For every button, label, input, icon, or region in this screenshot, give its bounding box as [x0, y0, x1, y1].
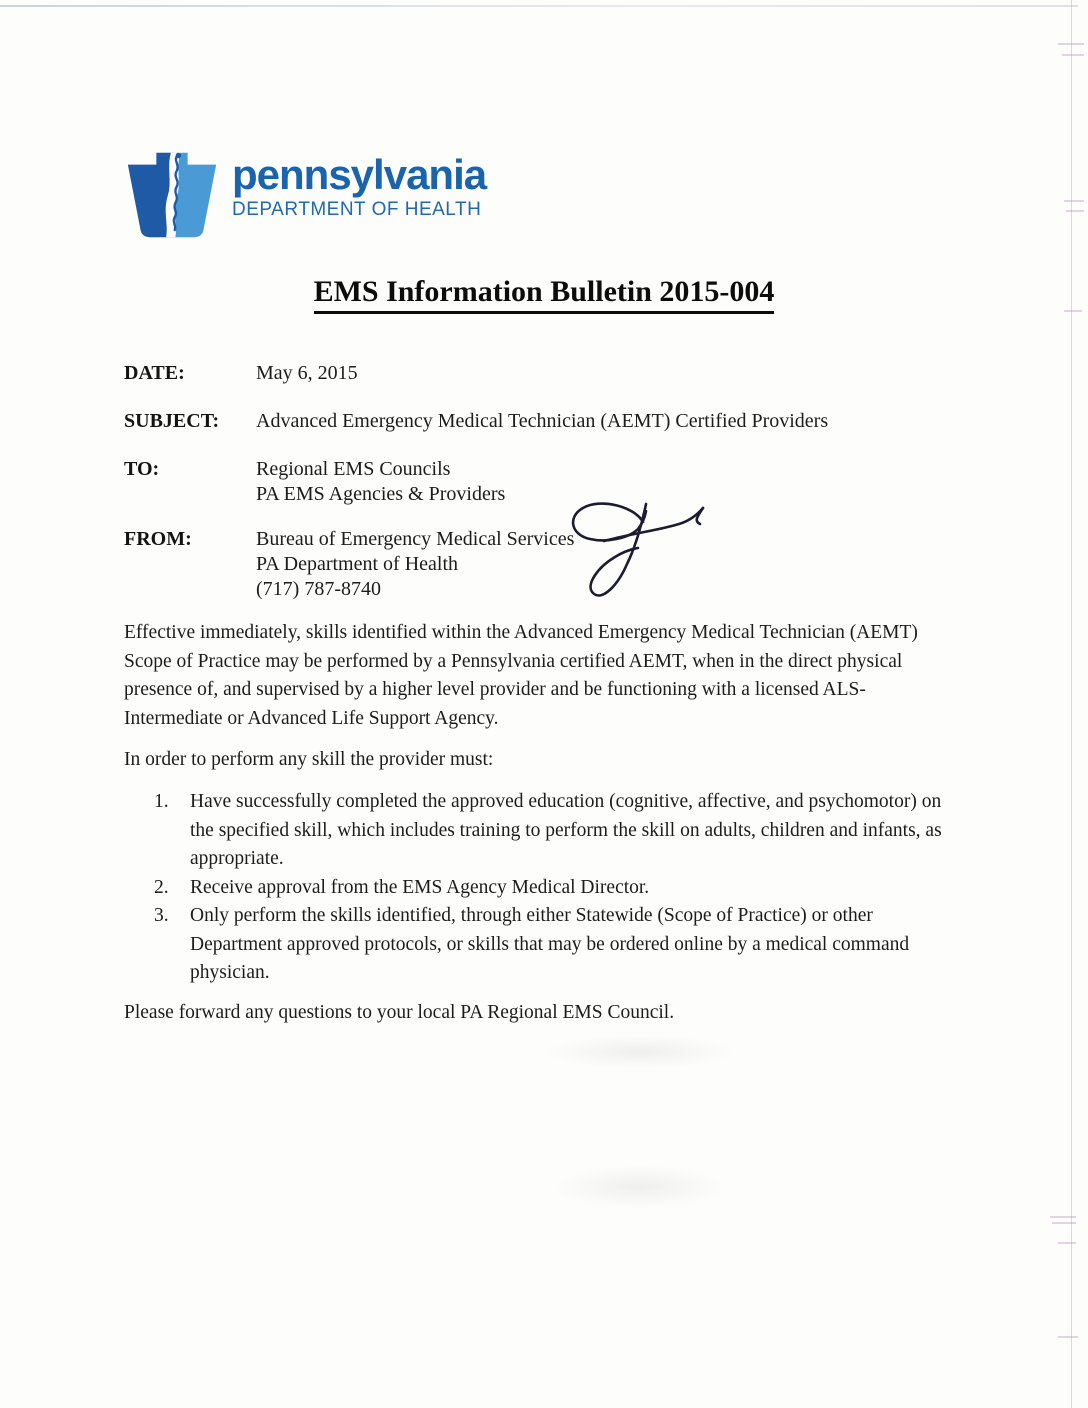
list-item	[124, 902, 942, 988]
list-item-text: Have successfully completed the approved education (cognitive, affective, and psychomotor) on the specified skill, which includes training to perform the skill on adults, children and infants, as appropriate.	[190, 791, 942, 869]
scan-artifact-smudge	[555, 1165, 725, 1209]
subject-label: SUBJECT:	[124, 410, 220, 432]
list-item-number: 2.	[154, 876, 169, 898]
scan-artifact-top-line	[0, 5, 1078, 7]
scan-artifact-tick	[1058, 43, 1084, 45]
memo-row-to	[124, 457, 954, 507]
numbered-list	[124, 788, 942, 988]
list-item	[124, 788, 942, 874]
subject-value: Advanced Emergency Medical Technician (AEMT) Certified Providers	[256, 410, 829, 432]
memo-row-from	[124, 527, 954, 602]
pa-doh-logo	[126, 148, 486, 242]
scan-artifact-smudge	[545, 1035, 735, 1069]
memo-row-date	[124, 361, 954, 386]
list-item-text: Receive approval from the EMS Agency Medical Director.	[190, 876, 650, 898]
date-value: May 6, 2015	[256, 362, 358, 384]
memo-header	[124, 361, 954, 625]
to-value	[256, 457, 505, 507]
scan-artifact-tick	[1050, 1216, 1076, 1218]
from-line: (717) 787-8740	[256, 578, 381, 600]
to-label: TO:	[124, 458, 160, 480]
list-item-text: Only perform the skills identified, through either Statewide (Scope of Practice) or other Department approved protocols, or skills that may be ordered online by a medical command physician.	[190, 905, 910, 983]
from-line: Bureau of Emergency Medical Services	[256, 528, 575, 550]
handwritten-signature	[546, 490, 711, 615]
logo-text	[232, 148, 486, 221]
scan-artifact-tick	[1064, 200, 1084, 202]
from-label: FROM:	[124, 528, 192, 550]
scan-artifact-tick	[1066, 210, 1084, 212]
scan-artifact-tick	[1058, 1242, 1076, 1244]
to-line: PA EMS Agencies & Providers	[256, 483, 506, 505]
list-item-number: 3.	[154, 905, 169, 926]
memo-row-subject	[124, 409, 954, 434]
keystone-caduceus-icon	[126, 148, 218, 242]
scan-artifact-tick	[1058, 1336, 1078, 1338]
list-item-number: 1.	[154, 791, 169, 812]
scan-artifact-tick	[1062, 54, 1084, 56]
from-value	[256, 527, 574, 602]
from-line: PA Department of Health	[256, 553, 459, 575]
document-title: EMS Information Bulletin 2015-004	[314, 275, 775, 314]
title-wrap	[0, 275, 1088, 314]
body-paragraph-1: Effective immediately, skills identified within the Advanced Emergency Medical Technician (AEMT) Scope of Practice may be performed by a Pennsylvania certified AEMT, when in the direct physical presence of, and supervised by a higher level provider and be functioning with a licensed ALS-Intermediate or Advanced Life Support Agency.	[124, 622, 918, 729]
list-item	[124, 874, 942, 903]
body-paragraph-2: In order to perform any skill the provider must:	[124, 749, 494, 770]
date-label: DATE:	[124, 362, 185, 384]
closing-line: Please forward any questions to your local PA Regional EMS Council.	[124, 1002, 675, 1023]
logo-wordmark: pennsylvania	[232, 151, 487, 198]
logo-subtitle: DEPARTMENT OF HEALTH	[232, 199, 482, 220]
scan-artifact-tick	[1052, 1222, 1076, 1224]
to-line: Regional EMS Councils	[256, 458, 451, 480]
